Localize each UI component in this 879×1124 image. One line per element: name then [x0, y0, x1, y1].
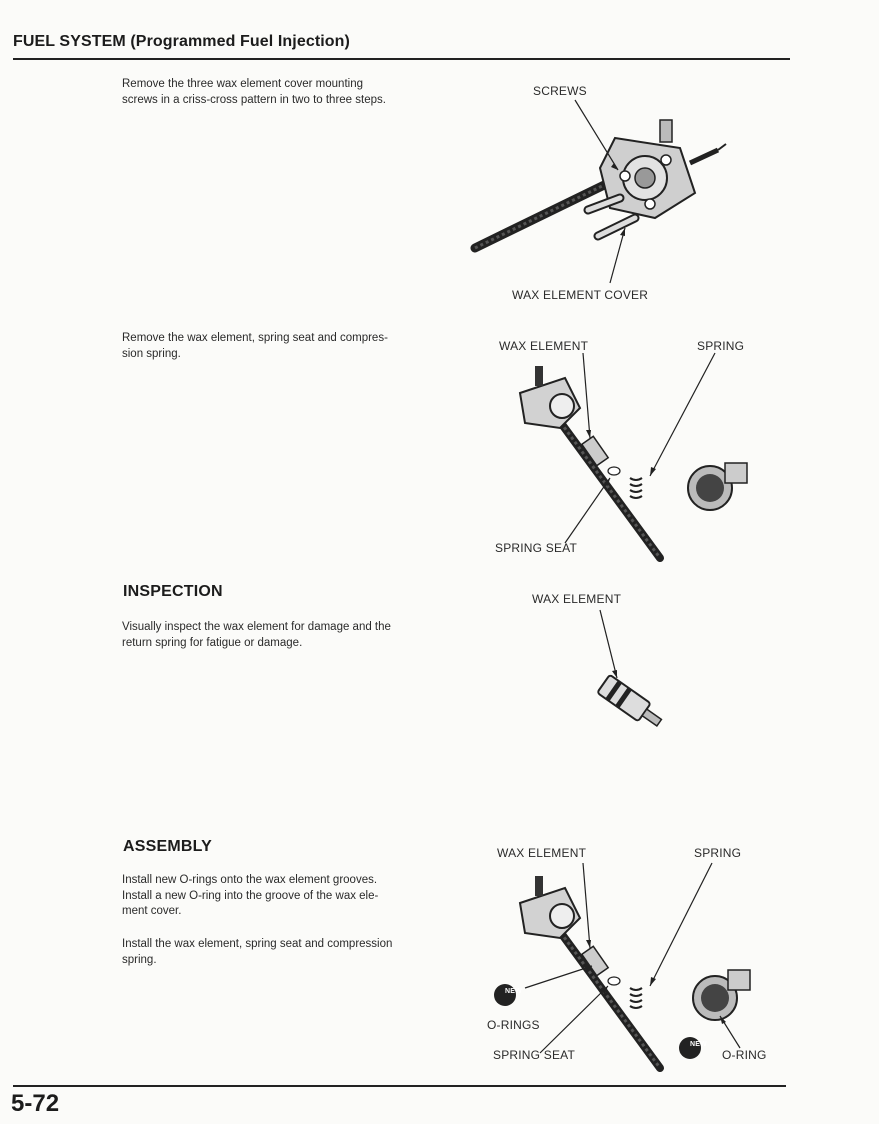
header-rule [13, 58, 790, 60]
figure-assembly [480, 858, 780, 1073]
footer-rule [13, 1085, 786, 1087]
callout-spring-seat: SPRING SEAT [495, 541, 577, 555]
figure-wax-element-removed [490, 348, 770, 568]
figure-wax-element-cover [470, 78, 730, 308]
page-header-title: FUEL SYSTEM (Programmed Fuel Injection) [13, 33, 350, 50]
callout-inspection-wax-element: WAX ELEMENT [532, 592, 622, 606]
callout-screws: SCREWS [533, 84, 587, 98]
callout-assembly-spring: SPRING [694, 846, 742, 860]
step-remove-screws-text: Remove the three wax element cover mounting screws in a criss-cross pattern in two to three steps. [122, 78, 386, 106]
section-heading-assembly: ASSEMBLY [123, 838, 213, 855]
figure-wax-element-inspection [570, 600, 690, 730]
callout-wax-element: WAX ELEMENT [499, 339, 589, 353]
assembly-text-orings: Install new O-rings onto the wax element grooves. Install a new O-ring into the groove of the wax ele- ment cover. [122, 874, 379, 917]
page-number: 5-72 [11, 1090, 60, 1117]
callout-o-rings: O-RINGS [487, 1018, 540, 1032]
step-remove-element-text: Remove the wax element, spring seat and compres- sion spring. [122, 332, 388, 360]
callout-assembly-wax-element: WAX ELEMENT [497, 846, 587, 860]
callout-spring: SPRING [697, 339, 745, 353]
new-badge-orings: NEW [505, 988, 522, 995]
callout-assembly-spring-seat: SPRING SEAT [493, 1048, 575, 1062]
inspection-text: Visually inspect the wax element for damage and the return spring for fatigue or damage. [122, 621, 391, 649]
new-badge-oring: NEW [690, 1041, 707, 1048]
assembly-text-install: Install the wax element, spring seat and compression spring. [122, 938, 393, 966]
section-heading-inspection: INSPECTION [123, 583, 223, 600]
callout-wax-element-cover: WAX ELEMENT COVER [512, 288, 649, 302]
callout-o-ring: O-RING [722, 1048, 767, 1062]
